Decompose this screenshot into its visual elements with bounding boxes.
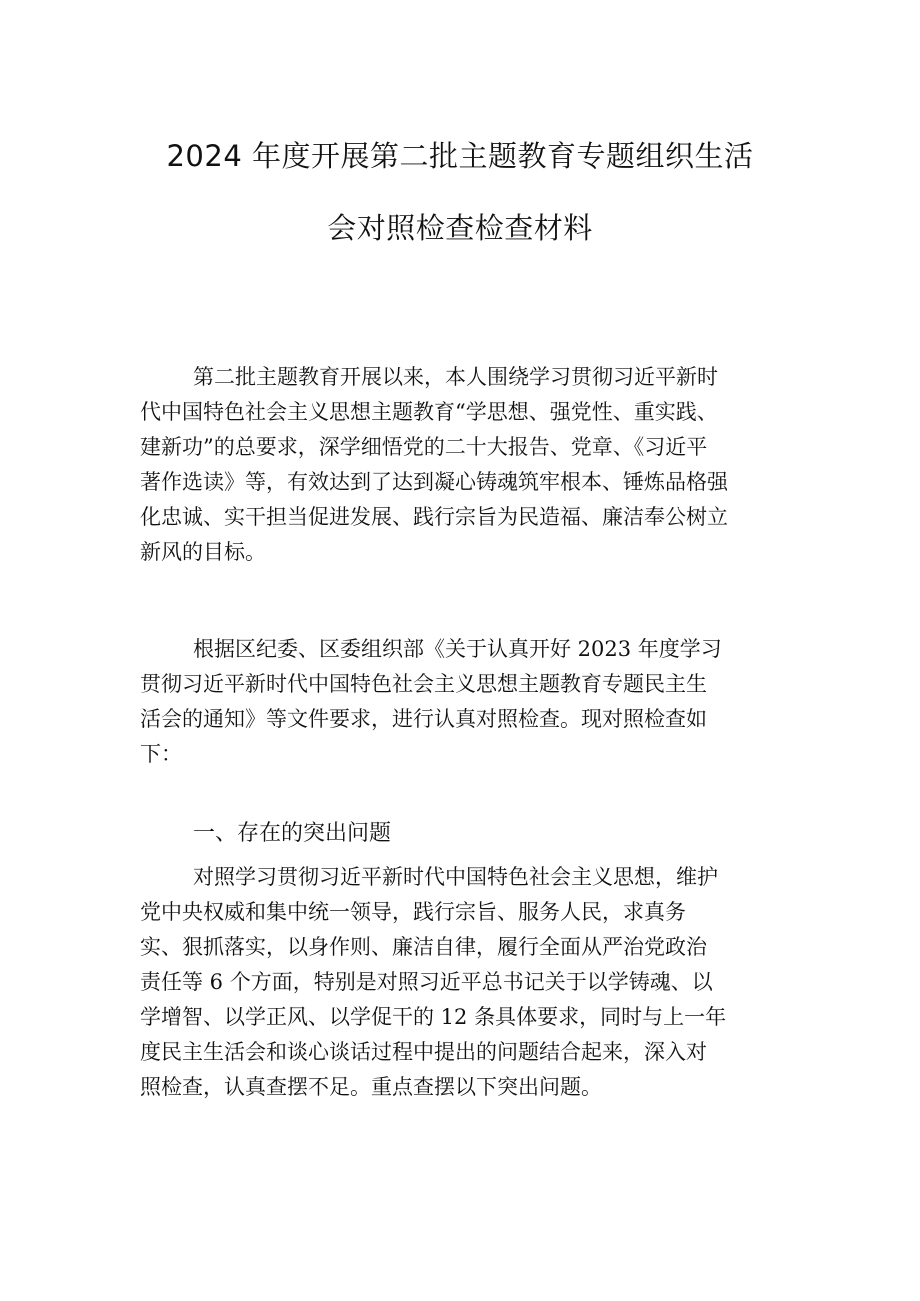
paragraph-line: 学增智、以学正风、以学促干的 12 条具体要求，同时与上一年 [140,1005,727,1029]
paragraph-line: 实、狠抓落实，以身作则、廉洁自律，履行全面从严治党政治 [140,935,707,959]
paragraph-line: 根据区纪委、区委组织部《关于认真开好 2023 年度学习 [193,637,722,661]
document-title-line-2: 会对照检查检查材料 [327,211,593,245]
document-title-line-1: 2024 年度开展第二批主题教育专题组织生活 [166,139,754,173]
section-heading: 一、存在的突出问题 [193,821,392,846]
paragraph-line: 新风的目标。 [140,540,266,564]
paragraph-line: 第二批主题教育开展以来，本人围绕学习贯彻习近平新时 [193,365,718,389]
paragraph-line: 著作选读》等，有效达到了达到凝心铸魂筑牢根本、锤炼品格强 [140,470,728,494]
paragraph-line: 活会的通知》等文件要求，进行认真对照检查。现对照检查如 [140,707,707,731]
paragraph-line: 责任等 6 个方面，特别是对照习近平总书记关于以学铸魂、以 [140,970,713,994]
paragraph-line: 贯彻习近平新时代中国特色社会主义思想主题教育专题民主生 [140,672,707,696]
paragraph-line: 照检查，认真查摆不足。重点查摆以下突出问题。 [140,1075,602,1099]
paragraph-line: 代中国特色社会主义思想主题教育“学思想、强党性、重实践、 [140,400,718,424]
paragraph-line: 化忠诚、实干担当促进发展、践行宗旨为民造福、廉洁奉公树立 [140,505,728,529]
paragraph-line: 下： [140,742,182,766]
paragraph-line: 度民主生活会和谈心谈话过程中提出的问题结合起来，深入对 [140,1040,707,1064]
paragraph-line: 对照学习贯彻习近平新时代中国特色社会主义思想，维护 [193,865,718,889]
paragraph-basis [140,632,810,772]
paragraph-intro [140,360,810,570]
paragraph-line: 建新功”的总要求，深学细悟党的二十大报告、党章、《习近平 [140,435,708,459]
paragraph-line: 党中央权威和集中统一领导，践行宗旨、服务人民，求真务 [140,900,686,924]
paragraph-problems [140,860,810,1105]
